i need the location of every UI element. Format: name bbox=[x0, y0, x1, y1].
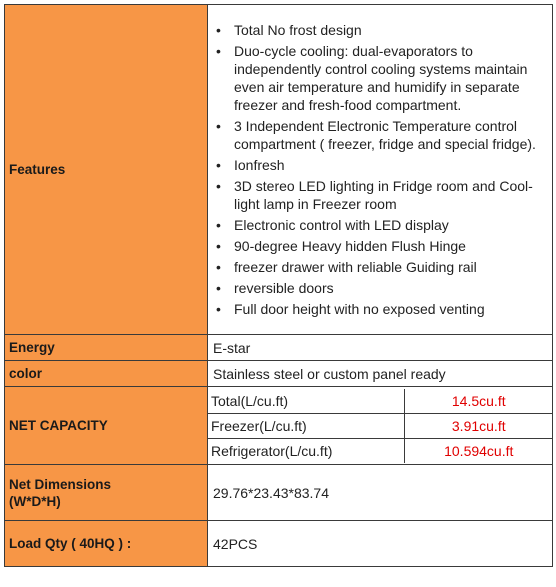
dimensions-label bbox=[5, 465, 208, 521]
list-item bbox=[216, 156, 546, 174]
capacity-row bbox=[5, 387, 553, 465]
feature-text: reversible doors bbox=[234, 280, 334, 296]
bullet-icon: • bbox=[216, 22, 221, 38]
capacity-table bbox=[208, 389, 553, 463]
bullet-icon: • bbox=[216, 301, 221, 317]
capacity-cell bbox=[208, 387, 553, 465]
spec-table bbox=[4, 4, 553, 567]
bullet-icon: • bbox=[216, 259, 221, 275]
list-item bbox=[216, 42, 546, 114]
feature-text: Ionfresh bbox=[234, 157, 285, 173]
feature-text: 90-degree Heavy hidden Flush Hinge bbox=[234, 238, 466, 254]
capacity-value: 10.594cu.ft bbox=[404, 438, 553, 463]
load-label: Load Qty ( 40HQ ) : bbox=[5, 521, 208, 567]
dimensions-value: 29.76*23.43*83.74 bbox=[208, 465, 553, 521]
features-cell bbox=[208, 5, 553, 335]
feature-text: Duo-cycle cooling: dual-evaporators to independently control cooling systems maintain even air temperature and humidify in separate freezer and fresh-food compartment. bbox=[234, 43, 528, 113]
spec-sheet bbox=[4, 4, 552, 567]
list-item bbox=[216, 117, 546, 153]
dimensions-label-line2: (W*D*H) bbox=[9, 493, 61, 509]
list-item bbox=[216, 279, 546, 297]
feature-text: Electronic control with LED display bbox=[234, 217, 449, 233]
list-item bbox=[216, 300, 546, 318]
color-value: Stainless steel or custom panel ready bbox=[208, 361, 553, 387]
dimensions-label-line1: Net Dimensions bbox=[9, 476, 112, 492]
capacity-name: Total(L/cu.ft) bbox=[208, 389, 404, 414]
table-row bbox=[208, 413, 553, 438]
list-item bbox=[216, 237, 546, 255]
bullet-icon: • bbox=[216, 238, 221, 254]
energy-label: Energy bbox=[5, 335, 208, 361]
bullet-icon: • bbox=[216, 43, 221, 59]
feature-text: 3 Independent Electronic Temperature control compartment ( freezer, fridge and special fridge). bbox=[234, 118, 536, 152]
capacity-value: 3.91cu.ft bbox=[404, 413, 553, 438]
bullet-icon: • bbox=[216, 217, 221, 233]
load-row bbox=[5, 521, 553, 567]
dimensions-row bbox=[5, 465, 553, 521]
list-item bbox=[216, 216, 546, 234]
capacity-name: Refrigerator(L/cu.ft) bbox=[208, 438, 404, 463]
bullet-icon: • bbox=[216, 178, 221, 194]
list-item bbox=[216, 177, 546, 213]
bullet-icon: • bbox=[216, 157, 221, 173]
bullet-icon: • bbox=[216, 280, 221, 296]
feature-text: Total No frost design bbox=[234, 22, 362, 38]
capacity-label: NET CAPACITY bbox=[5, 387, 208, 465]
energy-value: E-star bbox=[208, 335, 553, 361]
color-row bbox=[5, 361, 553, 387]
capacity-value: 14.5cu.ft bbox=[404, 389, 553, 414]
load-value: 42PCS bbox=[208, 521, 553, 567]
list-item bbox=[216, 258, 546, 276]
feature-text: 3D stereo LED lighting in Fridge room and Cool-light lamp in Freezer room bbox=[234, 178, 533, 212]
table-row bbox=[208, 438, 553, 463]
features-row bbox=[5, 5, 553, 335]
features-label: Features bbox=[5, 5, 208, 335]
color-label: color bbox=[5, 361, 208, 387]
feature-text: freezer drawer with reliable Guiding rail bbox=[234, 259, 477, 275]
list-item bbox=[216, 21, 546, 39]
features-list bbox=[208, 16, 552, 323]
feature-text: Full door height with no exposed venting bbox=[234, 301, 485, 317]
bullet-icon: • bbox=[216, 118, 221, 134]
capacity-name: Freezer(L/cu.ft) bbox=[208, 413, 404, 438]
energy-row bbox=[5, 335, 553, 361]
table-row bbox=[208, 389, 553, 414]
